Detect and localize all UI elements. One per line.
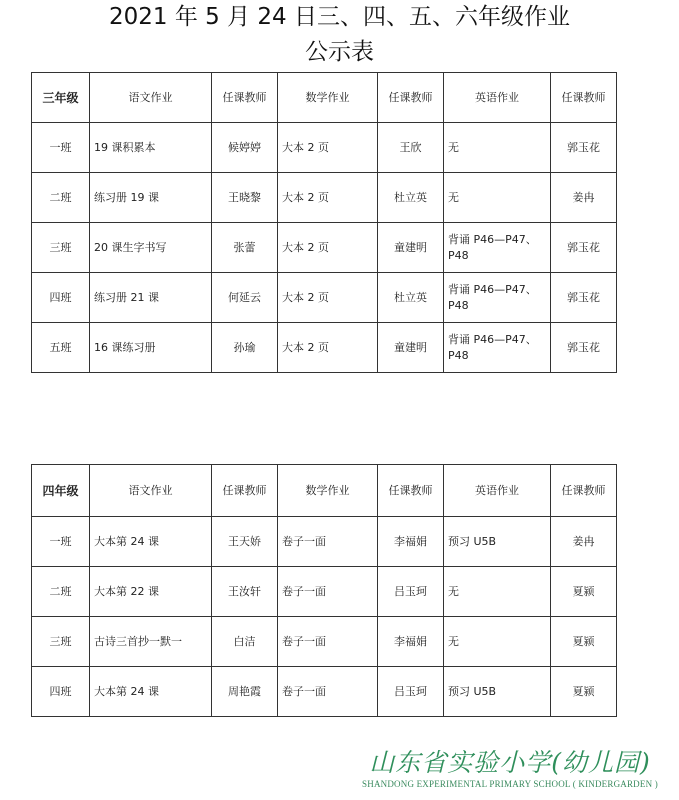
english-homework-cell: 无: [444, 173, 551, 223]
class-cell: 一班: [32, 517, 90, 567]
teacher-cell: 夏颍: [551, 667, 617, 717]
teacher-cell: 王汝轩: [212, 567, 278, 617]
column-header: 任课教师: [551, 73, 617, 123]
math-homework-cell: 大本 2 页: [278, 123, 378, 173]
teacher-cell: 孙瑜: [212, 323, 278, 373]
chinese-homework-cell: 古诗三首抄一默一: [90, 617, 212, 667]
chinese-homework-cell: 19 课积累本: [90, 123, 212, 173]
column-header: 任课教师: [212, 73, 278, 123]
chinese-homework-cell: 20 课生字书写: [90, 223, 212, 273]
english-homework-cell: 无: [444, 567, 551, 617]
table-header-row: [32, 73, 617, 123]
english-homework-cell: 背诵 P46—P47、P48: [444, 323, 551, 373]
grade4-homework-table: [31, 464, 617, 717]
english-homework-cell: 背诵 P46—P47、P48: [444, 273, 551, 323]
english-homework-cell: 无: [444, 123, 551, 173]
column-header: 任课教师: [378, 465, 444, 517]
class-cell: 二班: [32, 567, 90, 617]
teacher-cell: 童建明: [378, 323, 444, 373]
table-header-row: [32, 465, 617, 517]
teacher-cell: 周艳霞: [212, 667, 278, 717]
math-homework-cell: 卷子一面: [278, 617, 378, 667]
teacher-cell: 王欣: [378, 123, 444, 173]
class-cell: 四班: [32, 273, 90, 323]
grade3-homework-table: [31, 72, 617, 373]
class-cell: 一班: [32, 123, 90, 173]
chinese-homework-cell: 大本第 24 课: [90, 667, 212, 717]
chinese-homework-cell: 练习册 19 课: [90, 173, 212, 223]
column-header: 任课教师: [378, 73, 444, 123]
teacher-cell: 姜冉: [551, 173, 617, 223]
grade-header: 三年级: [32, 73, 90, 123]
teacher-cell: 郭玉花: [551, 123, 617, 173]
chinese-homework-cell: 大本第 22 课: [90, 567, 212, 617]
class-cell: 五班: [32, 323, 90, 373]
table-row: [32, 517, 617, 567]
teacher-cell: 王天娇: [212, 517, 278, 567]
teacher-cell: 杜立英: [378, 173, 444, 223]
column-header: 语文作业: [90, 465, 212, 517]
chinese-homework-cell: 16 课练习册: [90, 323, 212, 373]
table-row: [32, 323, 617, 373]
column-header: 任课教师: [212, 465, 278, 517]
page-subtitle: 公示表: [305, 39, 374, 65]
english-homework-cell: 预习 U5B: [444, 667, 551, 717]
table-row: [32, 567, 617, 617]
teacher-cell: 李福娟: [378, 617, 444, 667]
math-homework-cell: 大本 2 页: [278, 223, 378, 273]
class-cell: 三班: [32, 617, 90, 667]
school-logo: [355, 748, 665, 790]
teacher-cell: 张蕾: [212, 223, 278, 273]
teacher-cell: 郭玉花: [551, 223, 617, 273]
english-homework-cell: 背诵 P46—P47、P48: [444, 223, 551, 273]
class-cell: 三班: [32, 223, 90, 273]
table-row: [32, 173, 617, 223]
school-name-cn: 山东省实验小学(幼儿园): [369, 748, 651, 777]
table-row: [32, 123, 617, 173]
school-name-en: SHANDONG EXPERIMENTAL PRIMARY SCHOOL ( KINDERGARDEN ): [362, 779, 658, 789]
math-homework-cell: 大本 2 页: [278, 323, 378, 373]
table-row: [32, 273, 617, 323]
class-cell: 二班: [32, 173, 90, 223]
teacher-cell: 白洁: [212, 617, 278, 667]
column-header: 数学作业: [278, 465, 378, 517]
teacher-cell: 吕玉珂: [378, 567, 444, 617]
teacher-cell: 李福娟: [378, 517, 444, 567]
teacher-cell: 何延云: [212, 273, 278, 323]
teacher-cell: 夏颍: [551, 617, 617, 667]
math-homework-cell: 大本 2 页: [278, 273, 378, 323]
chinese-homework-cell: 练习册 21 课: [90, 273, 212, 323]
table-row: [32, 223, 617, 273]
math-homework-cell: 卷子一面: [278, 667, 378, 717]
table-row: [32, 667, 617, 717]
class-cell: 四班: [32, 667, 90, 717]
column-header: 数学作业: [278, 73, 378, 123]
column-header: 语文作业: [90, 73, 212, 123]
teacher-cell: 郭玉花: [551, 323, 617, 373]
math-homework-cell: 卷子一面: [278, 517, 378, 567]
page-title: 2021 年 5 月 24 日三、四、五、六年级作业: [109, 4, 570, 30]
math-homework-cell: 大本 2 页: [278, 173, 378, 223]
column-header: 任课教师: [551, 465, 617, 517]
teacher-cell: 夏颍: [551, 567, 617, 617]
teacher-cell: 童建明: [378, 223, 444, 273]
teacher-cell: 候婷婷: [212, 123, 278, 173]
column-header: 英语作业: [444, 465, 551, 517]
teacher-cell: 郭玉花: [551, 273, 617, 323]
english-homework-cell: 无: [444, 617, 551, 667]
teacher-cell: 杜立英: [378, 273, 444, 323]
teacher-cell: 姜冉: [551, 517, 617, 567]
math-homework-cell: 卷子一面: [278, 567, 378, 617]
teacher-cell: 吕玉珂: [378, 667, 444, 717]
chinese-homework-cell: 大本第 24 课: [90, 517, 212, 567]
teacher-cell: 王晓黎: [212, 173, 278, 223]
column-header: 英语作业: [444, 73, 551, 123]
grade-header: 四年级: [32, 465, 90, 517]
table-row: [32, 617, 617, 667]
english-homework-cell: 预习 U5B: [444, 517, 551, 567]
